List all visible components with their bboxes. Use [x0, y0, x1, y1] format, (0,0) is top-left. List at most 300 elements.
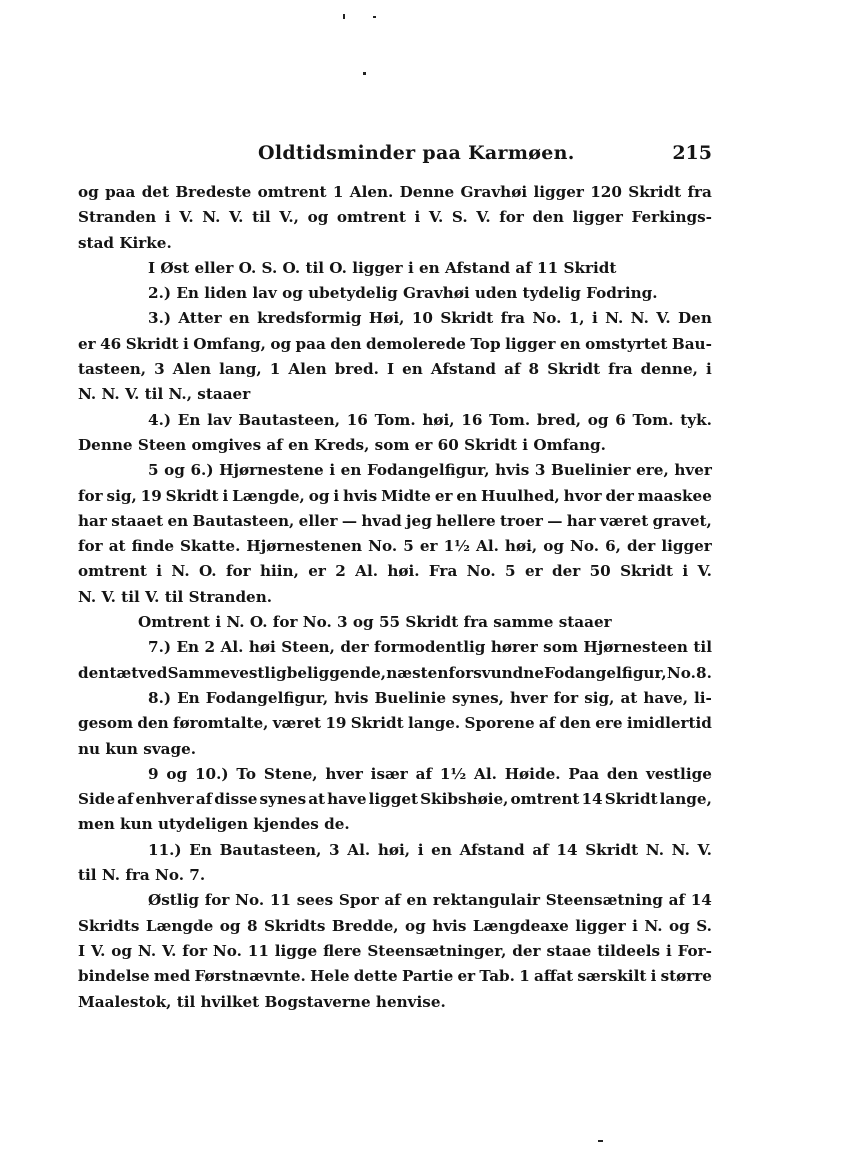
word: i [164, 208, 171, 227]
word: 11 [247, 941, 269, 960]
word: finde [131, 537, 174, 556]
word: og [307, 208, 329, 227]
word: Buelinie [374, 688, 447, 707]
word: lange. [408, 714, 461, 733]
word: Stene, [263, 764, 318, 783]
word: — [547, 511, 563, 530]
word: en [228, 309, 250, 328]
line-text: men kun utydeligen kjendes de. [78, 815, 350, 834]
word: hvis [495, 461, 530, 480]
word: Længdeaxe [472, 916, 569, 935]
word: S. [451, 208, 468, 227]
word: 7.) [148, 638, 172, 657]
word: enhver [135, 790, 194, 809]
word: I [386, 360, 395, 379]
word: Side [78, 790, 116, 809]
text-line [78, 863, 712, 888]
word: Afstand [459, 840, 525, 859]
word: 1 [332, 183, 344, 201]
word: en [402, 360, 423, 379]
word: V. [229, 208, 244, 227]
word: 4.) [148, 410, 172, 429]
word: af [504, 360, 521, 379]
word: en [167, 511, 189, 530]
word: Skridt [440, 309, 494, 328]
word: hvad [361, 511, 402, 530]
word: Midte [381, 486, 431, 505]
text-line [78, 382, 712, 407]
word: Skridt [585, 840, 639, 859]
word: Længde [145, 916, 214, 935]
text-line [78, 888, 712, 913]
word: for [182, 941, 207, 960]
word: i [329, 461, 336, 480]
word: for [499, 208, 524, 227]
word: i [183, 334, 189, 353]
text-line [78, 686, 712, 711]
word: 3 [154, 360, 165, 379]
word: Al. [355, 562, 378, 581]
word: En [177, 688, 200, 707]
word: især [370, 764, 408, 783]
word: ligger [661, 537, 712, 556]
word: Steensætninger, [367, 941, 507, 960]
word: N. [644, 916, 663, 935]
word: have [327, 790, 367, 809]
word: Skridt [620, 562, 673, 581]
word: der [605, 486, 634, 505]
word: og [587, 410, 609, 429]
word: bred. [334, 360, 379, 379]
word: af [117, 790, 134, 809]
word: Bautasteen, [238, 410, 341, 429]
word: Fodangelfigur, [366, 461, 490, 480]
word: 19 [325, 714, 347, 733]
word: og [308, 486, 330, 505]
word: Al. [220, 638, 244, 657]
word: Skibshøie, [420, 790, 509, 809]
running-title: Oldtidsminder paa Karmøen. [258, 142, 575, 164]
word: jeg [406, 511, 432, 530]
word: Tab. [479, 967, 515, 986]
word: V. [697, 562, 712, 581]
word: No. [666, 663, 696, 682]
word: Sporene [464, 714, 535, 733]
word: i [665, 941, 672, 960]
word: eller [298, 511, 338, 530]
word: 5 [505, 562, 516, 581]
word: O. [198, 562, 217, 581]
word: Tom. [632, 410, 674, 429]
text-line [78, 534, 712, 559]
word: Afstand [430, 360, 497, 379]
word: Førstnævnte. [194, 967, 306, 986]
word: S. [696, 916, 712, 935]
word: i [156, 562, 163, 581]
page-number: 215 [672, 142, 712, 164]
word: 14 [690, 891, 712, 910]
word: 8. [696, 663, 712, 682]
word: 14 [581, 790, 603, 809]
text-line [78, 231, 712, 256]
word: Al. [474, 764, 497, 783]
word: li- [694, 688, 712, 707]
word: af [384, 891, 401, 910]
word: ligger [505, 334, 556, 353]
word: Alen [172, 360, 212, 379]
word: 9 [148, 764, 159, 783]
word: flere [323, 941, 362, 960]
word: Skridt [165, 486, 219, 505]
text-line [78, 357, 712, 382]
word: staae [546, 941, 592, 960]
word: bred, [536, 410, 582, 429]
word: ligger [572, 208, 623, 227]
word: affat [533, 967, 574, 986]
word: Skridt [628, 183, 682, 201]
word: Al. [476, 537, 499, 556]
word: i [417, 840, 424, 859]
word: Hele [310, 967, 350, 986]
word: 3 [329, 840, 340, 859]
word: Skridt [604, 790, 658, 809]
word: fra [608, 360, 633, 379]
word: Fodangelfigur, [205, 688, 329, 707]
word: Paa [568, 764, 600, 783]
word: en [406, 891, 428, 910]
word: og [78, 183, 99, 201]
word: høi, [377, 840, 411, 859]
word: for [225, 562, 251, 581]
word: 14 [556, 840, 578, 859]
word: 46 [100, 334, 122, 353]
word: der [340, 638, 369, 657]
word: Tom. [489, 410, 531, 429]
word: V. [428, 208, 444, 227]
word: 3 [534, 461, 546, 480]
text-line [78, 990, 712, 1015]
word: Spor [338, 891, 379, 910]
word: Skridt [547, 360, 601, 379]
page-header [78, 142, 712, 172]
word: gravet, [652, 511, 712, 530]
word: disse [214, 790, 258, 809]
text-line [78, 433, 712, 458]
word: 1½ [443, 537, 470, 556]
word: En [177, 410, 201, 429]
word: tildeels [597, 941, 661, 960]
word: N. [605, 309, 624, 328]
word: i [591, 309, 598, 328]
word: Skatte. [180, 537, 241, 556]
word: 11.) [148, 840, 182, 859]
word: V. [656, 309, 671, 328]
word: en [559, 334, 581, 353]
word: Skridts [78, 916, 140, 935]
word: omstyrtet [585, 334, 668, 353]
text-line [78, 205, 712, 230]
word: synes, [452, 688, 504, 707]
line-text: Maalestok, til hvilket Bogstaverne henvise. [78, 992, 446, 1011]
word: 10.) [194, 764, 229, 783]
word: sees [296, 891, 334, 910]
word: Skridt [350, 714, 404, 733]
scan-speck [343, 14, 345, 19]
line-text: N. V. til V. til Stranden. [78, 587, 273, 606]
word: Ferkings- [631, 208, 712, 227]
word: i [682, 562, 689, 581]
word: den [137, 714, 169, 733]
word: er [457, 967, 476, 986]
word: V. [90, 941, 106, 960]
word: for [204, 891, 230, 910]
word: har [78, 511, 107, 530]
word: Høide. [504, 764, 561, 783]
word: 50 [589, 562, 611, 581]
word: imidlertid [626, 714, 712, 733]
word: og [543, 537, 564, 556]
word: er [434, 486, 453, 505]
word: høi, [504, 537, 538, 556]
word: forsvundne [448, 663, 544, 682]
word: omtrent [257, 183, 327, 201]
word: Stranden [78, 208, 157, 227]
scan-speck [363, 72, 366, 75]
word: omtrent [510, 790, 580, 809]
word: været [599, 511, 649, 530]
text-line [78, 458, 712, 483]
word: af [668, 891, 685, 910]
word: Top [470, 334, 501, 353]
word: N. [137, 941, 157, 960]
word: 8 [246, 916, 258, 935]
word: af [538, 714, 556, 733]
scan-speck [373, 16, 376, 18]
word: Fodangelfigur, [544, 663, 667, 682]
word: No. [212, 941, 242, 960]
word: føromtalte, [172, 714, 269, 733]
word: hver [674, 461, 712, 480]
line-text: Omtrent i N. O. for No. 3 og 55 Skridt fra samme staaer [138, 613, 612, 632]
word: Hjørnesteen [583, 638, 688, 657]
word: i [650, 967, 657, 986]
text-line [78, 256, 712, 281]
line-text: Denne Steen omgives af en Kreds, som er 60 Skridt i Omfang. [78, 435, 606, 454]
word: lange, [659, 790, 712, 809]
word: og [111, 941, 133, 960]
word: at [308, 790, 326, 809]
line-text: stad Kirke. [78, 233, 172, 252]
word: V. [179, 208, 194, 227]
word: 1 [519, 967, 530, 986]
word: har [566, 511, 596, 530]
word: af [195, 790, 213, 809]
word: høi [248, 638, 276, 657]
word: af [532, 840, 549, 859]
word: Hjørnestenen [246, 537, 363, 556]
word: No. [532, 309, 562, 328]
body-text [78, 180, 712, 1015]
word: Bautasteen, [192, 511, 295, 530]
word: lang, [219, 360, 262, 379]
word: i [222, 486, 229, 505]
word: Bau- [671, 334, 712, 353]
word: den [532, 208, 564, 227]
word: vestlige [646, 764, 712, 783]
word: en [456, 486, 478, 505]
word: vestlig [230, 663, 287, 682]
word: Partie [401, 967, 454, 986]
word: 8.) [148, 688, 172, 707]
word: 2 [204, 638, 216, 657]
word: 2 [335, 562, 346, 581]
word: hører [490, 638, 538, 657]
word: Fra [428, 562, 458, 581]
word: og [164, 461, 185, 480]
word: der [627, 537, 656, 556]
word: Bredeste [175, 183, 252, 201]
word: fra [500, 309, 525, 328]
word: i [632, 916, 638, 935]
text-line [78, 737, 712, 762]
word: 19 [140, 486, 162, 505]
word: beliggende, [286, 663, 387, 682]
word: En [189, 840, 212, 859]
word: 16 [346, 410, 368, 429]
text-line [78, 939, 712, 964]
word: rektangulair [432, 891, 540, 910]
line-text: til N. fra No. 7. [78, 866, 206, 885]
word: hvis [432, 916, 467, 935]
word: Samme [167, 663, 231, 682]
word: demolerede [366, 334, 466, 353]
word: Gravhøi [460, 183, 528, 201]
word: synes [259, 790, 307, 809]
word: omtrent [336, 208, 406, 227]
word: N. [645, 840, 664, 859]
word: No. [466, 562, 496, 581]
word: Steen, [281, 638, 335, 657]
word: og [405, 916, 426, 935]
word: Skridt [125, 334, 179, 353]
line-text: N. N. V. til N., staaer [78, 385, 251, 404]
text-line [78, 559, 712, 584]
word: ere [595, 714, 623, 733]
word: dette [353, 967, 398, 986]
word: tyk. [680, 410, 712, 429]
line-text: I Øst eller O. S. O. til O. ligger i en Afstand af 11 Skridt [148, 258, 617, 277]
word: paa [295, 334, 326, 353]
word: den [606, 764, 639, 783]
text-line [78, 812, 712, 837]
word: Alen [288, 360, 327, 379]
word: tasteen, [78, 360, 147, 379]
word: N. [171, 562, 190, 581]
word: 16 [461, 410, 483, 429]
word: og [166, 764, 188, 783]
text-line [78, 838, 712, 863]
word: hver [509, 688, 548, 707]
word: sig, [584, 688, 615, 707]
text-line [78, 914, 712, 939]
word: at [620, 688, 638, 707]
word: 5 [148, 461, 159, 480]
word: næsten [386, 663, 449, 682]
text-line [78, 610, 712, 635]
word: N. [630, 309, 649, 328]
word: været [272, 714, 322, 733]
word: — [341, 511, 358, 530]
word: ligger [533, 183, 584, 201]
word: No. [235, 891, 265, 910]
word: ligge [274, 941, 318, 960]
word: at [108, 537, 126, 556]
text-line [78, 787, 712, 812]
word: maaskee [637, 486, 712, 505]
word: have, [643, 688, 688, 707]
word: ere, [636, 461, 669, 480]
word: Alen. [349, 183, 394, 201]
word: hellere [436, 511, 496, 530]
word: hvis [334, 688, 369, 707]
word: i [706, 360, 712, 379]
line-text: 2.) En liden lav og ubetydelig Gravhøi uden tydelig Fodring. [148, 284, 658, 303]
word: Omfang, [193, 334, 266, 353]
word: troer [500, 511, 543, 530]
word: V. [161, 941, 177, 960]
word: paa [105, 183, 136, 201]
word: og [669, 916, 690, 935]
word: i [414, 208, 421, 227]
word: 1 [269, 360, 281, 379]
word: er [78, 334, 96, 353]
word: Bredde, [331, 916, 399, 935]
word: En [176, 638, 200, 657]
word: lav [207, 410, 232, 429]
word: No. [368, 537, 398, 556]
word: V. [476, 208, 491, 227]
word: er [419, 537, 438, 556]
word: den [78, 663, 110, 682]
word: for [78, 486, 103, 505]
word: 6, [605, 537, 621, 556]
text-line [78, 306, 712, 331]
word: 8 [528, 360, 540, 379]
word: større [660, 967, 712, 986]
word: bindelse [78, 967, 150, 986]
text-line [78, 661, 712, 686]
word: 3.) [148, 309, 172, 328]
word: ligget [368, 790, 419, 809]
word: sig, [106, 486, 137, 505]
word: Buelinier [551, 461, 631, 480]
word: en [431, 840, 452, 859]
word: 10 [411, 309, 433, 328]
word: 120 [590, 183, 622, 201]
word: Hjørnestene [219, 461, 324, 480]
word: Østlig [148, 891, 199, 910]
word: Steensætning [545, 891, 663, 910]
word: den [330, 334, 362, 353]
word: Bautasteen, [219, 840, 322, 859]
word: 5 [403, 537, 414, 556]
word: To [236, 764, 257, 783]
text-line [78, 635, 712, 660]
text-line [78, 408, 712, 433]
text-line [78, 281, 712, 306]
word: 1½ [439, 764, 467, 783]
word: hver [325, 764, 363, 783]
